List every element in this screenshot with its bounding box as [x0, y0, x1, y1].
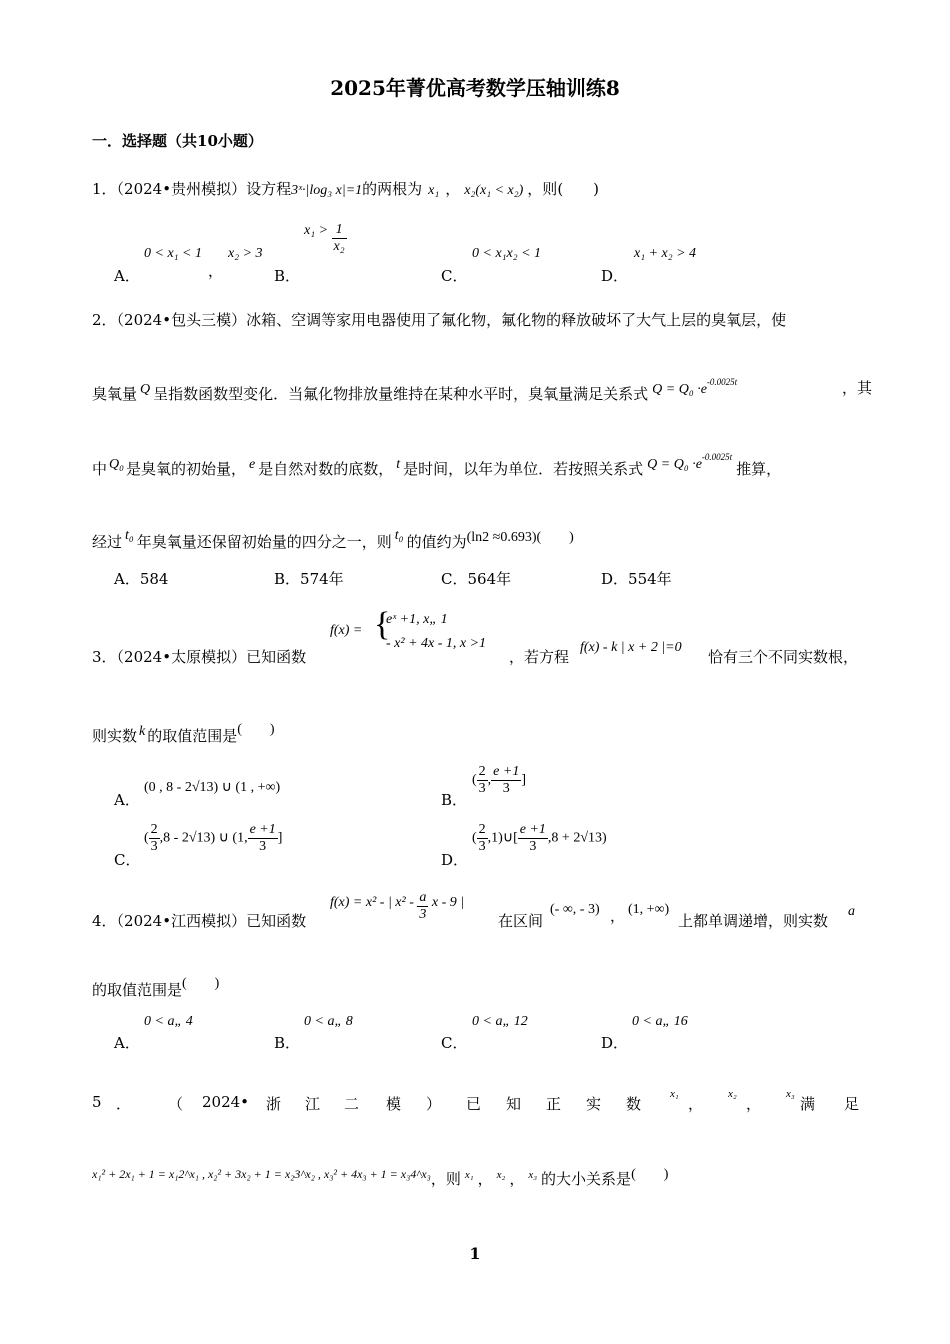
- q4-stem-b: 在区间: [498, 912, 544, 930]
- q5-stem-13: 数: [626, 1095, 642, 1113]
- q5-comma-1: ，: [688, 1095, 704, 1113]
- q2-formula: Q = Q₀ ·e: [652, 382, 707, 397]
- q3-k: k: [139, 724, 146, 739]
- q4-option-b[interactable]: 0 < a„ 8: [304, 1014, 353, 1029]
- q3-brace: {: [374, 606, 391, 643]
- q2-t0-2: t₀: [394, 528, 404, 543]
- q2-t0: t₀: [125, 528, 134, 543]
- section-heading: 一．选择题（共10小题）: [92, 132, 263, 150]
- q3-equation: f(x) - k | x + 2 |=0: [580, 640, 682, 655]
- q1-x2: x₂(x₁ < x₂): [464, 183, 524, 198]
- q1-x1: x₁: [428, 183, 440, 198]
- q5-stem-6: 二: [344, 1095, 360, 1113]
- q5-stem-8: ）: [426, 1095, 442, 1113]
- q3-option-a-label[interactable]: A．: [114, 791, 140, 809]
- q3-option-d[interactable]: ( $\frac{2}{3}$ ,1)∪[ $\frac{e +1}{3}$ ,8 + 2√13): [472, 822, 607, 854]
- q2-option-b[interactable]: B．574年: [274, 570, 344, 588]
- q5-stem-c: 的大小关系是: [541, 1170, 632, 1188]
- q2-line2: [92, 377, 737, 404]
- page-title: 2025年菁优高考数学压轴训练8: [330, 76, 620, 100]
- q4-option-c-label[interactable]: C．: [441, 1034, 468, 1052]
- q3-case-1: eˣ +1, x„ 1: [386, 612, 448, 627]
- q2-paren: ): [541, 530, 574, 545]
- q1-option-c[interactable]: 0 < x₁x₂ < 1: [472, 246, 542, 261]
- q3-option-a[interactable]: (0 , 8 - 2√13) ∪ (1 , +∞): [144, 780, 281, 795]
- q1-option-a[interactable]: 0 < x₁ < 1: [144, 246, 202, 261]
- q5-x3: x₃: [786, 1088, 795, 1100]
- q2-line4-b: 年臭氧量还保留初始量的四分之一，则: [136, 533, 392, 551]
- q5-stem-9: 已: [466, 1095, 482, 1113]
- q3-option-c-label[interactable]: C．: [114, 851, 141, 869]
- q5-x2-2: x₂: [496, 1169, 506, 1181]
- q4-option-b-label[interactable]: B．: [274, 1034, 301, 1052]
- q1-option-b-num: 1: [332, 222, 347, 239]
- q2-line2-a: 臭氧量: [92, 385, 138, 403]
- q1-option-d[interactable]: x₁ + x₂ > 4: [634, 246, 697, 261]
- q2-t: t: [396, 457, 401, 472]
- q4-stem-c: 上都单调递增，则实数: [678, 912, 829, 930]
- q2-line3-e: 推算，: [736, 460, 782, 478]
- q2-line2-c: ，其: [842, 379, 873, 397]
- q5-tail-0: 满: [800, 1095, 816, 1113]
- q2-line3-a: 中: [92, 460, 108, 478]
- q5-tail-1: 足: [844, 1095, 860, 1113]
- q2-line4: [92, 526, 574, 552]
- q5-stem-2: （: [168, 1095, 184, 1113]
- q3-stem-c: 恰有三个不同实数根，: [708, 648, 859, 666]
- q4-stem-a: 4．（2024•江西模拟）已知函数: [92, 912, 307, 930]
- q4-function-def: [330, 890, 464, 923]
- q5-stem-4: 浙: [266, 1095, 282, 1113]
- q3-paren: ( ): [237, 722, 275, 737]
- q2-Q0: Q₀: [109, 457, 124, 472]
- q4-option-a[interactable]: 0 < a„ 4: [144, 1014, 193, 1029]
- q1-stem-c: ，则: [527, 180, 558, 198]
- q5-stem-11: 正: [546, 1095, 562, 1113]
- q5-stem-7: 模: [386, 1095, 402, 1113]
- q3-option-c[interactable]: ( $\frac{2}{3}$ ,8 - 2√13) ∪ (1, $\frac{e +1}{3}$ ]: [144, 822, 283, 854]
- q1-option-b-lhs: x₁ >: [304, 223, 329, 238]
- q1-option-a-2[interactable]: x₂ > 3: [228, 246, 263, 261]
- q1-equation: 3ˣ·|log₃ x|=1: [291, 183, 363, 198]
- q2-line2-b: 呈指数函数型变化．当氟化物排放量维持在某种水平时，臭氧量满足关系式: [153, 385, 649, 403]
- q2-line3: [92, 452, 781, 479]
- q2-Q: Q: [140, 382, 151, 397]
- q2-line1: 2．（2024•包头三模）冰箱、空调等家用电器使用了氟化物，氟化物的释放破坏了大气上层的臭氧层，使: [92, 311, 787, 329]
- q3-line2-b: 的取值范围是: [147, 727, 238, 745]
- q5-stem-5: 江: [305, 1095, 321, 1113]
- q2-option-d[interactable]: D．554年: [601, 570, 672, 588]
- q2-line4-c: 的值约为: [406, 533, 467, 551]
- q4-comma: ，: [610, 907, 626, 925]
- q4-option-c[interactable]: 0 < a„ 12: [472, 1014, 528, 1029]
- q4-frac-den: 3: [419, 907, 427, 922]
- q1-paren: ( ): [557, 180, 600, 198]
- q5-x2: x₂: [728, 1088, 737, 1100]
- q2-line3-c: 是自然对数的底数，: [258, 460, 394, 478]
- q1-stem-a: 1．（2024•贵州模拟）设方程: [92, 180, 292, 198]
- q3-stem-a: 3．（2024•太原模拟）已知函数: [92, 648, 307, 666]
- q5-comma-2: ，: [746, 1095, 762, 1113]
- q4-interval-1: (- ∞, - 3): [550, 902, 600, 917]
- q1-stem-b: 的两根为: [362, 180, 423, 198]
- q2-line4-a: 经过: [92, 533, 123, 551]
- q1-option-c-label[interactable]: C．: [441, 267, 468, 285]
- q3-stem-b: ，若方程: [509, 648, 570, 666]
- q2-formula-2-exp: -0.0025t: [701, 452, 733, 462]
- q2-line3-d: 是时间，以年为单位．若按照关系式: [403, 460, 644, 478]
- q1-option-d-label[interactable]: D．: [601, 267, 629, 285]
- q5-x1-2: x₁: [464, 1169, 474, 1181]
- q5-equation: x₁² + 2x₁ + 1 = x₁2^x₁ , x₂² + 3x₂ + 1 = x₂3^x₂ , x₃² + 4x₃ + 1 = x₃4^x₃: [92, 1167, 431, 1181]
- q4-function-lhs: f(x) = x² - | x² -: [330, 895, 414, 910]
- q4-interval-2: (1, +∞): [628, 902, 670, 917]
- q4-option-d-label[interactable]: D．: [601, 1034, 629, 1052]
- q5-line2: $^{x_1^2 + 2x_1 + 1 = x_12\^{}x_1 , x_2^2 + 3x_2 + 1 = x_23\^{}x_2 , x_3^2 + 4x_3 + 1 = x_34\^{}x_3}$，则 $^{x_1}$ ， $^{x_2}$ ， $^{x_3}$ 的大小关系是( ): [92, 1167, 669, 1188]
- q3-function-def: f(x) =: [330, 623, 363, 638]
- q1-option-a-comma: ，: [208, 262, 224, 280]
- q5-stem-10: 知: [506, 1095, 522, 1113]
- q3-option-b[interactable]: ( $\frac{2}{3}$ , $\frac{e +1}{3}$ ]: [472, 764, 527, 796]
- q1-option-b[interactable]: [304, 222, 347, 255]
- q2-e: e: [249, 457, 256, 472]
- q5-x3-2: x₃: [528, 1169, 538, 1181]
- q4-function-tail: x - 9 |: [431, 895, 465, 910]
- q3-option-b-label[interactable]: B．: [441, 791, 468, 809]
- q4-frac-num: a: [419, 890, 427, 905]
- q5-stem-b: ，则: [430, 1170, 461, 1188]
- q1-option-b-den: x₂: [333, 239, 345, 254]
- q4-option-d[interactable]: 0 < a„ 16: [632, 1014, 688, 1029]
- q4-line2-text: 的取值范围是: [92, 981, 183, 999]
- q4-paren: ( ): [182, 976, 220, 991]
- q5-x1: x₁: [670, 1088, 679, 1100]
- q2-line3-b: 是臭氧的初始量，: [126, 460, 247, 478]
- q5-stem-3: 2024•: [202, 1093, 250, 1111]
- q4-a: a: [848, 904, 855, 919]
- page-number: 1: [469, 1244, 481, 1263]
- q4-line2: [92, 972, 219, 1000]
- q2-formula-2: Q = Q₀ ·e: [647, 457, 702, 472]
- q1-option-a-label[interactable]: A．: [114, 267, 140, 285]
- q2-option-a[interactable]: A．584: [114, 570, 169, 588]
- q5-stem-0: 5: [92, 1093, 102, 1111]
- q2-ln2: (ln2 ≈0.693)(: [466, 530, 542, 545]
- q5-stem-1: ．: [116, 1095, 132, 1113]
- q1-option-b-label[interactable]: B．: [274, 267, 301, 285]
- q3-line2-a: 则实数: [92, 727, 138, 745]
- q2-formula-exp: -0.0025t: [706, 377, 738, 387]
- q4-option-a-label[interactable]: A．: [114, 1034, 140, 1052]
- q5-stem-12: 实: [586, 1095, 602, 1113]
- q1-stem: 1．（2024•贵州模拟）设方程3ˣ·|log₃ x|=1的两根为 x₁ ， x₂(x₁ < x₂) ，则( ): [92, 180, 600, 198]
- q3-option-d-label[interactable]: D．: [441, 851, 469, 869]
- q3-line2: [92, 718, 275, 746]
- q5-paren: ( ): [631, 1167, 669, 1182]
- q2-option-c[interactable]: C．564年: [441, 570, 512, 588]
- q3-case-2: - x² + 4x - 1, x >1: [386, 636, 487, 651]
